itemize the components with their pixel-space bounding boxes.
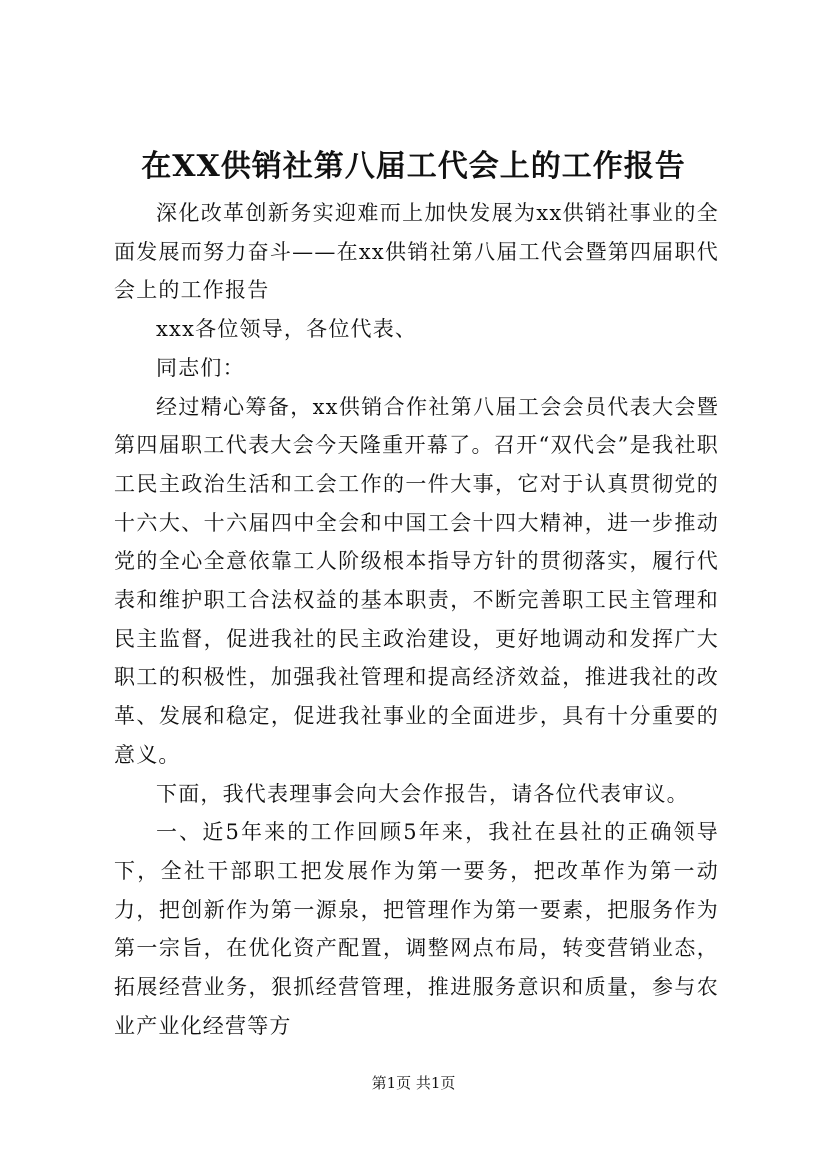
document-body (114, 194, 719, 1045)
paragraph-opening: 经过精心筹备，xx供销合作社第八届工会会员代表大会暨第四届职工代表大会今天隆重开幕了。召开“双代会”是我社职工民主政治生活和工会工作的一件大事，它对于认真贯彻党的十六大、十六届四中全会和中国工会十四大精神，进一步推动党的全心全意依靠工人阶级根本指导方针的贯彻落实，履行代表和维护职工合法权益的基本职责，不断完善职工民主管理和民主监督，促进我社的民主政治建设，更好地调动和发挥广大职工的积极性，加强我社管理和提高经济效益，推进我社的改革、发展和稳定，促进我社事业的全面进步，具有十分重要的意义。 (114, 394, 719, 767)
paragraph-subtitle: 深化改革创新务实迎难而上加快发展为xx供销社事业的全面发展而努力奋斗——在xx供销社第八届工代会暨第四届职代会上的工作报告 (114, 201, 719, 303)
paragraph-salutation: xxx各位领导，各位代表、 (156, 317, 418, 342)
paragraph-report-intro: 下面，我代表理事会向大会作报告，请各位代表审议。 (156, 781, 689, 806)
paragraph-review: 一、近5年来的工作回顾5年来，我社在县社的正确领导下，全社干部职工把发展作为第一要务，把改革作为第一动力，把创新作为第一源泉，把管理作为第一要素，把服务作为第一宗旨，在优化资产配置，调整网点布局，转变营销业态，拓展经营业务，狠抓经营管理，推进服务意识和质量，参与农业产业化经营等方 (114, 820, 719, 1038)
document-title: 在XX供销社第八届工代会上的工作报告 (141, 149, 686, 184)
page-footer: 第1页 共1页 (371, 1074, 456, 1092)
paragraph-greeting: 同志们： (156, 355, 245, 380)
